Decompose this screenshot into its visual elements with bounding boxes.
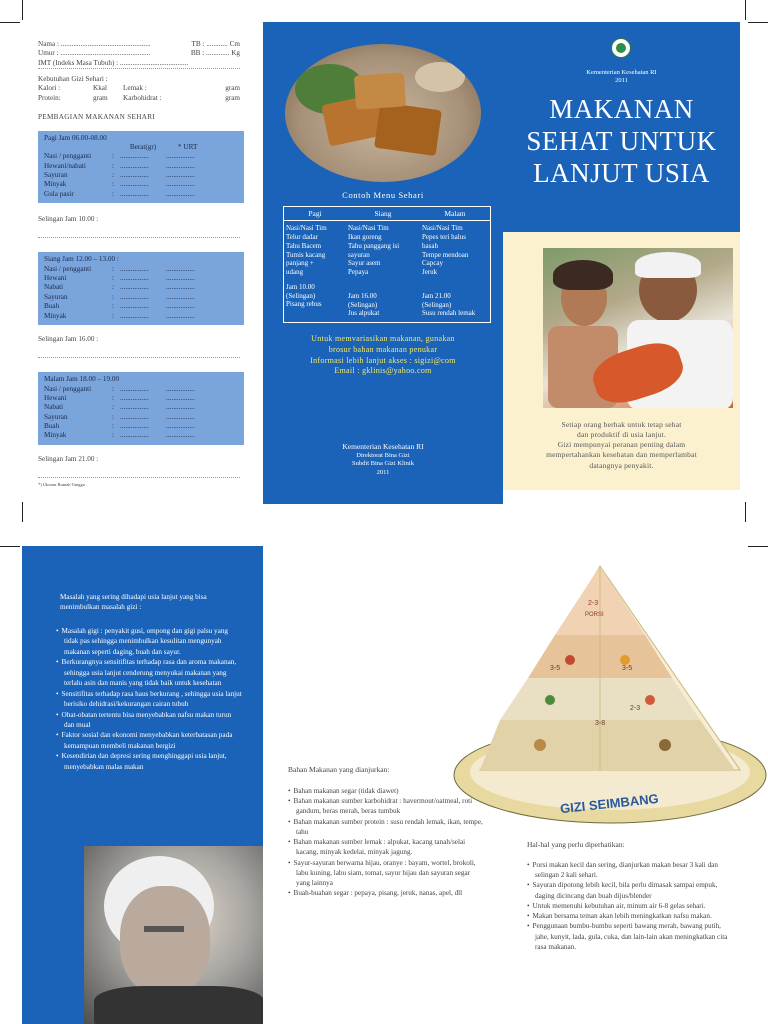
pyramid-porsi-mid: 2-3 <box>630 705 641 712</box>
pyramid-porsi-top: 2-3 <box>588 600 599 607</box>
menu-noon-list: Nasi/Nasi Tim Ikan goreng Tahu panggang isi sayuran Sayur asem Pepaya Jam 16.00 (Selingan) Jus alpukat <box>348 224 400 318</box>
breakfast-header: Pagi Jam 06.00-08.00 <box>44 133 107 142</box>
list-item: • Berkurangnya sensitifitas terhadap rasa dan aroma makanan, sehingga usia lanjut cenderung menyukai makanan yang terlalu asin dan manis yang tidak baik untuk kesehatan <box>56 657 242 688</box>
meal-division-heading: PEMBAGIAN MAKANAN SEHARI <box>38 113 156 122</box>
list-item: • Penggunaan bumbu-bumbu seperti bawang merah, bawang putih, jahe, kunyit, lada, gula, cuka, dan lain-lain akan meningkatkan cita rasa makanan. <box>527 921 732 952</box>
sample-menu-panel <box>263 22 503 504</box>
needs-heading: Kebutuhan Gizi Sehari : <box>38 75 108 84</box>
crop-mark <box>745 502 746 522</box>
crop-mark <box>0 546 20 547</box>
pyramid-banner: GIZI SEIMBANG <box>559 790 660 817</box>
menu-note: Untuk memvariasikan makanan, gunakan brosur bahan makanan penukar Informasi lebih lanjut akses : sigizi@com Email : gklinis@yahoo.com <box>263 334 503 377</box>
pyramid-porsi-right: 3-5 <box>622 665 633 672</box>
list-item: • Bahan makanan sumber protein : susu rendah lemak, ikan, tempe, tahu <box>288 817 484 837</box>
col-evening: Malam <box>444 209 466 218</box>
menu-morning-list: Nasi/Nasi Tim Telur dadar Tahu Bacem Tumis kacang panjang + udang Jam 10.00 (Selingan) Pisang rebus <box>286 224 327 309</box>
crop-mark <box>745 0 746 20</box>
list-item: • Bahan makanan sumber karbohidrat : havermout/oatmeal, roti gandum, beras merah, beras tumbuk <box>288 796 484 816</box>
name-field: Nama : .................................................. <box>38 40 151 48</box>
crop-mark <box>22 0 23 20</box>
list-item: • Sayuran dipotong lebih kecil, bila perlu dimasak sampai empuk, daging dicincang dan buah dijus/blender <box>527 880 732 900</box>
tips-title: Hal-hal yang perlu diperhatikan: <box>527 840 625 849</box>
snack-3: Selingan Jam 21.00 : <box>38 454 99 463</box>
snack-1: Selingan Jam 10.00 : <box>38 215 99 224</box>
problems-intro: Masalah yang sering dihadapi usia lanjut yang bisa menimbulkan masalah gizi : <box>60 593 207 612</box>
crop-mark <box>748 22 768 23</box>
col-noon: Siang <box>374 209 392 218</box>
cover-photo-panel <box>503 232 740 490</box>
breakfast-box: Pagi Jam 06.00-08.00 Berat(gr) * URT Nasi / pengganti : ................ ................ Hewani/nabati : ................ ................ Sayuran : ................ ................ Minyak : ................ ................ Gula pasir : ................ ................ <box>38 131 244 204</box>
info-link: Informasi lebih lanjut akses : sigizi@com <box>310 355 456 365</box>
tips-list <box>527 860 732 952</box>
list-item: • Bahan makanan sumber lemak : alpukat, kacang tanah/selai kacang, minyak kedelai, minyak jagung. <box>288 837 484 857</box>
menu-evening-list: Nasi/Nasi Tim Pepes teri halus basah Tempe mendoan Capcay Jeruk Jam 21.00 (Selingan) Susu rendah lemak <box>422 224 476 318</box>
balanced-nutrition-pyramid <box>450 560 768 828</box>
col-morning: Pagi <box>308 209 322 218</box>
weight-field: BB : ............. Kg <box>190 49 240 58</box>
footnote: *) Ukuran Rumah Tangga <box>38 482 85 488</box>
cover-title: MAKANAN SEHAT UNTUK LANJUT USIA <box>526 94 717 188</box>
list-item: • Untuk memenuhi kebutuhan air, minum air 6-8 gelas sehari. <box>527 901 732 911</box>
menu-title: Contoh Menu Sehari <box>342 190 424 200</box>
age-field: Umur : .................................................. <box>38 49 151 58</box>
crop-mark <box>748 546 768 547</box>
list-item: • Masalah gigi : penyakit gusi, ompong dan gigi palsu yang tidak pas sehingga menimbulkan kesulitan mengunyah makanan seperti daging, buah dan sayur. <box>56 626 242 657</box>
list-item: • Kesendirian dan depresi sering menghinggapi usia lanjut, menyebabkan malas makan <box>56 751 242 772</box>
crop-mark <box>0 22 20 23</box>
snack-2: Selingan Jam 16.00 : <box>38 334 99 343</box>
problems-list <box>56 626 242 772</box>
menu-footer: Kementerian Kesehatan RI Direktorat Bina Gizi Subdit Bina Gizi Klinik 2011 <box>342 442 424 476</box>
pyramid-porsi-label: PORSI <box>585 612 604 618</box>
ministry-logo-icon <box>611 38 631 58</box>
elderly-woman-photo <box>84 846 263 1024</box>
cover-panel <box>503 22 740 232</box>
menu-table <box>283 206 491 323</box>
height-field: TB : ............ Cm <box>191 40 240 48</box>
crop-mark <box>22 502 23 522</box>
pyramid-porsi-left: 3-5 <box>550 665 561 672</box>
list-item: • Obat-obatan tertentu bisa menyebabkan nafsu makan turun dan mual <box>56 710 242 731</box>
calorie-row: Kalori : Kkal Lemak : gram <box>38 84 240 93</box>
bmi-field: IMT (Indeks Masa Tubuh) : ...................................... <box>38 58 189 67</box>
pyramid-porsi-base: 3-8 <box>595 720 606 727</box>
list-item: • Makan bersama teman akan lebih meningkatkan nafsu makan. <box>527 911 732 921</box>
list-item: • Sensitifitas terhadap rasa haus berkurang , sehingga usia lanjut berisiko dehidrasi/kekurangan cairan tubuh <box>56 689 242 710</box>
food-photo <box>285 44 481 182</box>
list-item: • Faktor sosial dan ekonomi menyebabkan keterbatasan pada kemampuan membeli makanan bergizi <box>56 730 242 751</box>
list-item: • Buah-buahan segar : pepaya, pisang, jeruk, nanas, apel, dll <box>288 888 484 898</box>
email-link: Email : gklinis@yahoo.com <box>334 366 432 376</box>
lunch-header: Siang Jam 12.00 – 13.00 : <box>44 255 119 264</box>
protein-row: Protein: gram Karbohidrat : gram <box>38 93 240 102</box>
cover-caption: Setiap orang berhak untuk tetap sehat dan produktif di usia lanjut. Gizi mempunyai peranan penting dalam mempertahankan kesehatan dan memperlambat datangnya penyakit. <box>546 420 697 470</box>
list-item: • Porsi makan kecil dan sering, dianjurkan makan besar 3 kali dan selingan 2 kali sehari. <box>527 860 732 880</box>
dinner-header: Malam Jam 18.00 – 19.00 <box>44 375 120 384</box>
list-item: • Sayur-sayuran berwarna hijau, oranye : bayam, wortel, brokoli, labu kuning, labu siam, tomat, sayur hijau dan sayuran segar yang lainnya <box>288 858 484 889</box>
lunch-box: Siang Jam 12.00 – 13.00 : Nasi / pengganti : ................ ................ Hewani : ................ ................ Nabati : ................ ................ Sayuran : ................ ................ Buah : ................ ................ Minyak : ................ ................ <box>38 252 244 325</box>
cover-org: Kementerian Kesehatan RI 2011 <box>586 69 657 85</box>
elderly-people-photo <box>543 248 733 408</box>
recommended-foods-title: Bahan Makanan yang dianjurkan: <box>288 765 390 774</box>
list-item: • Bahan makanan segar (tidak diawet) <box>288 786 484 796</box>
dinner-box: Malam Jam 18.00 – 19.00 Nasi / pengganti : ................ ................ Hewani : ................ ................ Nabati : ................ ................ Sayuran : ................ ................ Buah : ................ ................ Minyak : ................ ................ <box>38 372 244 445</box>
nutrition-form-panel <box>38 40 240 490</box>
problems-panel <box>22 546 263 1024</box>
